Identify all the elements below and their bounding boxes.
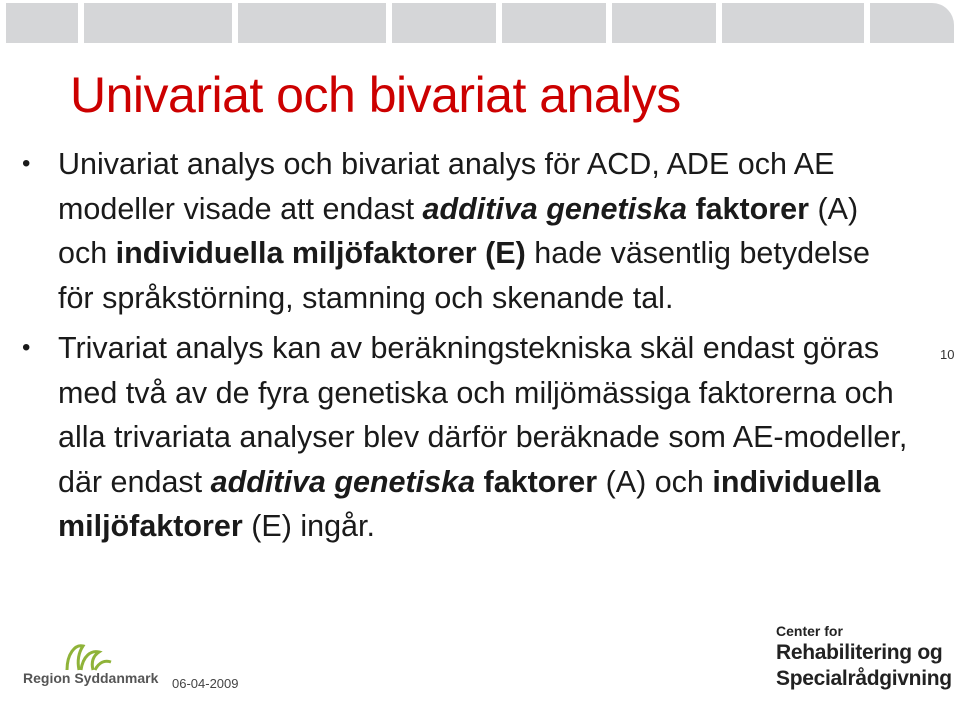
bullet-item xyxy=(22,142,912,320)
text-segment: additiva genetiska xyxy=(422,191,687,226)
page-number: 10 xyxy=(940,347,955,362)
text-segment: (A) och xyxy=(58,191,859,270)
slide-body xyxy=(22,142,912,555)
bullet-icon: • xyxy=(22,150,31,177)
left-logo-text: Region Syddanmark xyxy=(23,670,159,686)
leaf-logo-icon xyxy=(57,640,117,674)
bullet-icon: • xyxy=(22,334,31,361)
text-segment: Trivariat analys kan av beräkningstekniska skäl endast göras med två av de fyra genetiska och miljömässiga faktorerna och alla trivariata analyser blev därför beräknade som AE-modeller, där endast xyxy=(58,331,908,499)
text-segment: faktorer xyxy=(695,191,810,226)
region-syddanmark-logo xyxy=(15,640,159,700)
slide-title: Univariat och bivariat analys xyxy=(70,67,681,123)
bullet-text xyxy=(58,331,907,543)
bullet-text xyxy=(58,147,870,315)
logo-line-1: Center for xyxy=(776,623,843,639)
text-segment xyxy=(475,465,483,499)
text-segment: individuella miljöfaktorer (E) xyxy=(115,236,526,270)
text-segment: hade väsentlig betydelse för språkstörning, stamning och skenande tal. xyxy=(58,236,871,315)
text-segment: faktorer xyxy=(483,464,598,499)
text-segment: (A) och xyxy=(597,464,713,499)
text-segment: (E) ingår. xyxy=(242,509,375,543)
logo-line-3: Specialrådgivning xyxy=(776,667,952,690)
slide-date: 06-04-2009 xyxy=(172,676,239,691)
bullet-item xyxy=(22,326,912,549)
text-segment: Univariat analys och bivariat analys för ACD, ADE och AE modeller visade att endast xyxy=(58,147,835,226)
logo-line-2: Rehabilitering og xyxy=(776,641,943,664)
text-segment: additiva genetiska xyxy=(210,464,476,499)
center-logo xyxy=(776,622,956,692)
text-segment: individuella miljöfaktorer xyxy=(58,464,881,543)
